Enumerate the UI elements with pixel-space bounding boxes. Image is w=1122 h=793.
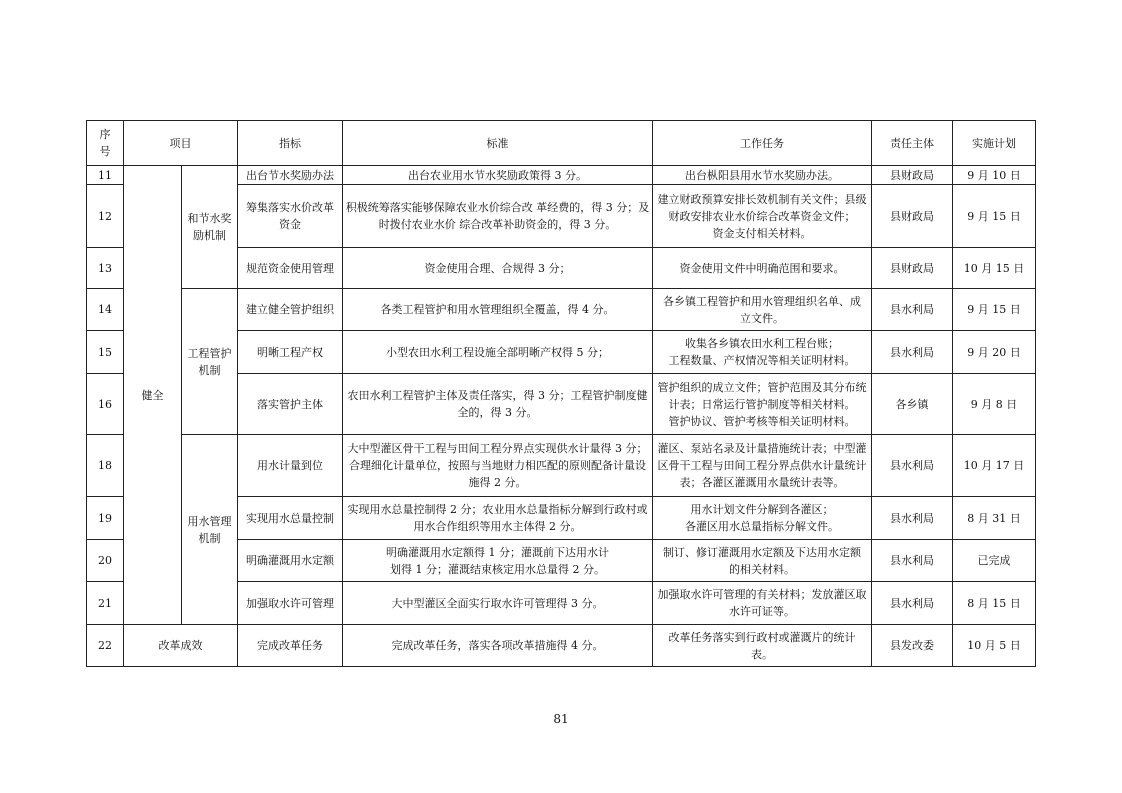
- header-row: [87, 121, 1036, 166]
- header-task: 工作任务: [653, 121, 872, 166]
- header-indicator: 指标: [238, 121, 343, 166]
- row-owner: 县财政局: [872, 248, 953, 289]
- subgroup-label: 用水管理 机制: [182, 435, 238, 625]
- row-standard: 完成改革任务，落实各项改革措施得 4 分。: [343, 625, 653, 667]
- header-owner: 责任主体: [872, 121, 953, 166]
- row-indicator: 用水计量到位: [238, 435, 343, 497]
- row-plan: 10 月 17 日: [953, 435, 1036, 497]
- row-plan: 10 月 15 日: [953, 248, 1036, 289]
- row-owner: 各乡镇: [872, 374, 953, 435]
- reform-task-table: [86, 120, 1036, 667]
- row-seq: 15: [87, 331, 124, 374]
- row-plan: 10 月 5 日: [953, 625, 1036, 667]
- row-seq: 16: [87, 374, 124, 435]
- header-seq: 序 号: [87, 121, 124, 166]
- row-standard: 明确灌溉用水定额得 1 分；灌溉前下达用水计 划得 1 分；灌溉结束核定用水总量得 2 分。: [343, 540, 653, 582]
- row-indicator: 完成改革任务: [238, 625, 343, 667]
- row-owner: 县水利局: [872, 331, 953, 374]
- row-owner: 县财政局: [872, 185, 953, 248]
- row-plan: 9 月 20 日: [953, 331, 1036, 374]
- table-row: [87, 289, 1036, 331]
- group-label: 改革成效: [124, 625, 238, 667]
- row-task: 灌区、泵站名录及计量措施统计表；中型灌区骨干工程与田间工程分界点供水计量统计表；各灌区灌溉用水量统计表等。: [653, 435, 872, 497]
- group-label: 健全: [124, 166, 182, 625]
- row-task: 制订、修订灌溉用水定额及下达用水定额 的相关材料。: [653, 540, 872, 582]
- row-task: 出台枞阳县用水节水奖励办法。: [653, 166, 872, 185]
- row-seq: 13: [87, 248, 124, 289]
- row-plan: 已完成: [953, 540, 1036, 582]
- row-standard: 积极统筹落实能够保障农业水价综合改 革经费的，得 3 分；及时拨付农业水价 综合改革补助资金的，得 3 分。: [343, 185, 653, 248]
- row-task: 改革任务落实到行政村或灌溉片的统计 表。: [653, 625, 872, 667]
- row-owner: 县水利局: [872, 540, 953, 582]
- row-seq: 11: [87, 166, 124, 185]
- row-owner: 县水利局: [872, 497, 953, 540]
- row-task: 资金使用文件中明确范围和要求。: [653, 248, 872, 289]
- row-plan: 9 月 8 日: [953, 374, 1036, 435]
- row-standard: 资金使用合理、合规得 3 分；: [343, 248, 653, 289]
- row-indicator: 出台节水奖励办法: [238, 166, 343, 185]
- row-owner: 县财政局: [872, 166, 953, 185]
- row-plan: 8 月 15 日: [953, 582, 1036, 625]
- row-standard: 大中型灌区骨干工程与田间工程分界点实现供水计量得 3 分；合理细化计量单位，按照与当地财力相匹配的原则配备计量设施得 2 分。: [343, 435, 653, 497]
- row-indicator: 明确灌溉用水定额: [238, 540, 343, 582]
- table-row: [87, 435, 1036, 497]
- row-indicator: 落实管护主体: [238, 374, 343, 435]
- header-standard: 标准: [343, 121, 653, 166]
- row-owner: 县发改委: [872, 625, 953, 667]
- row-seq: 22: [87, 625, 124, 667]
- row-plan: 9 月 15 日: [953, 185, 1036, 248]
- row-indicator: 实现用水总量控制: [238, 497, 343, 540]
- header-item: 项目: [124, 121, 238, 166]
- row-standard: 小型农田水利工程设施全部明晰产权得 5 分；: [343, 331, 653, 374]
- subgroup-label: 工程管护 机制: [182, 289, 238, 435]
- row-plan: 8 月 31 日: [953, 497, 1036, 540]
- row-task: 各乡镇工程管护和用水管理组织名单、成 立文件。: [653, 289, 872, 331]
- row-owner: 县水利局: [872, 582, 953, 625]
- row-standard: 实现用水总量控制得 2 分；农业用水总量指标分解到行政村或用水合作组织等用水主体得 2 分。: [343, 497, 653, 540]
- row-indicator: 明晰工程产权: [238, 331, 343, 374]
- row-seq: 18: [87, 435, 124, 497]
- row-seq: 12: [87, 185, 124, 248]
- row-seq: 14: [87, 289, 124, 331]
- header-plan: 实施计划: [953, 121, 1036, 166]
- table-row: [87, 625, 1036, 667]
- page-number: 81: [553, 712, 569, 726]
- row-standard: 农田水利工程管护主体及责任落实，得 3 分；工程管护制度健全的，得 3 分。: [343, 374, 653, 435]
- row-task: 收集各乡镇农田水利工程台账； 工程数量、产权情况等相关证明材料。: [653, 331, 872, 374]
- row-indicator: 筹集落实水价改革 资金: [238, 185, 343, 248]
- row-task: 加强取水许可管理的有关材料；发放灌区取水许可证等。: [653, 582, 872, 625]
- row-plan: 9 月 10 日: [953, 166, 1036, 185]
- row-seq: 21: [87, 582, 124, 625]
- row-indicator: 建立健全管护组织: [238, 289, 343, 331]
- row-standard: 大中型灌区全面实行取水许可管理得 3 分。: [343, 582, 653, 625]
- row-owner: 县水利局: [872, 289, 953, 331]
- row-owner: 县水利局: [872, 435, 953, 497]
- row-standard: 出台农业用水节水奖励政策得 3 分。: [343, 166, 653, 185]
- row-seq: 20: [87, 540, 124, 582]
- row-standard: 各类工程管护和用水管理组织全覆盖，得 4 分。: [343, 289, 653, 331]
- row-indicator: 加强取水许可管理: [238, 582, 343, 625]
- row-plan: 9 月 15 日: [953, 289, 1036, 331]
- table-row: [87, 166, 1036, 185]
- row-task: 用水计划文件分解到各灌区； 各灌区用水总量指标分解文件。: [653, 497, 872, 540]
- row-task: 建立财政预算安排长效机制有关文件；县级财政安排农业水价综合改革资金文件； 资金支付相关材料。: [653, 185, 872, 248]
- row-indicator: 规范资金使用管理: [238, 248, 343, 289]
- row-task: 管护组织的成立文件；管护范围及其分布统计表；日常运行管护制度等相关材料。 管护协议、管护考核等相关证明材料。: [653, 374, 872, 435]
- subgroup-label: 和节水奖 励机制: [182, 166, 238, 289]
- row-seq: 19: [87, 497, 124, 540]
